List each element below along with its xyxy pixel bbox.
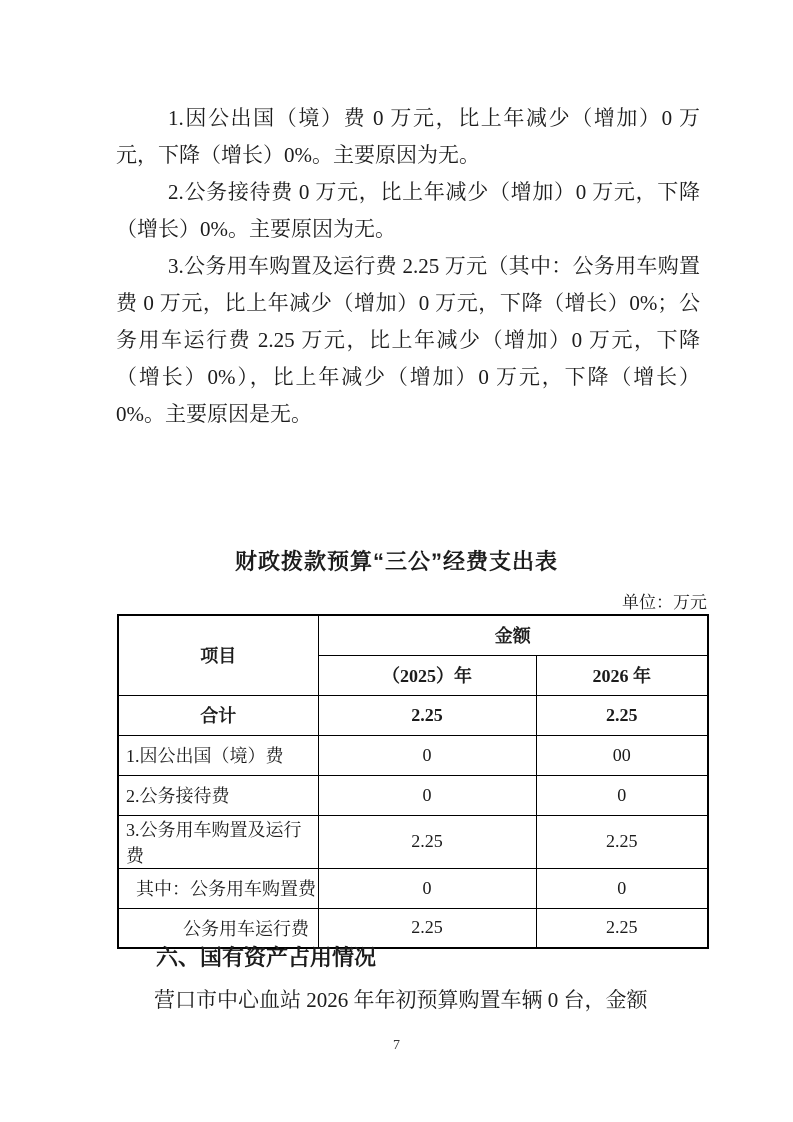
header-year-curr: 2026 年 [536,655,708,695]
header-amount: 金额 [318,615,708,655]
page-number: 7 [393,1038,400,1053]
cell-prev: 2.25 [318,815,536,868]
paragraph-overseas-fee: 1.因公出国（境）费 0 万元，比上年减少（增加）0 万元，下降（增长）0%。主要原因为无。 [116,106,700,167]
row-label: 其中：公务用车购置费 [118,868,318,908]
table-row-vehicle-purchase [118,868,708,908]
unit-label: 单位：万元 [622,593,707,612]
cell-prev: 2.25 [318,695,536,735]
cell-curr: 2.25 [536,908,708,948]
table-row-reception [118,775,708,815]
table-title: 财政拨款预算“三公”经费支出表 [234,549,558,574]
three-public-expense-table [117,614,709,949]
cell-curr: 2.25 [536,815,708,868]
body-paragraphs [116,100,700,433]
paragraph-reception-fee: 2.公务接待费 0 万元，比上年减少（增加）0 万元，下降（增长）0%。主要原因为无。 [116,180,700,241]
row-label: 1.因公出国（境）费 [118,735,318,775]
cell-curr: 00 [536,735,708,775]
row-label: 合计 [118,695,318,735]
table-row-vehicle-total [118,815,708,868]
cell-prev: 0 [318,775,536,815]
table-header-row-1 [118,615,708,655]
row-label: 公务用车运行费 [118,908,318,948]
cell-curr: 0 [536,868,708,908]
table-row-overseas [118,735,708,775]
row-label: 3.公务用车购置及运行费 [118,815,318,868]
cell-curr: 2.25 [536,695,708,735]
table-row-total [118,695,708,735]
section-body-text: 营口市中心血站 2026 年年初预算购置车辆 0 台，金额 [154,988,648,1012]
cell-prev: 0 [318,735,536,775]
row-label: 2.公务接待费 [118,775,318,815]
paragraph-vehicle-fee: 3.公务用车购置及运行费 2.25 万元（其中：公务用车购置费 0 万元，比上年减少（增加）0 万元，下降（增长）0%；公务用车运行费 2.25 万元，比上年减少（增加）0 万元，下降（增长）0%），比上年减少（增加）0 万元，下降（增长）0%。主要原因是无。 [116,254,700,426]
cell-prev: 0 [318,868,536,908]
cell-curr: 0 [536,775,708,815]
header-item: 项目 [118,615,318,695]
header-year-prev: （2025）年 [318,655,536,695]
cell-prev: 2.25 [318,908,536,948]
section-heading-state-assets: 六、国有资产占用情况 [156,945,377,970]
